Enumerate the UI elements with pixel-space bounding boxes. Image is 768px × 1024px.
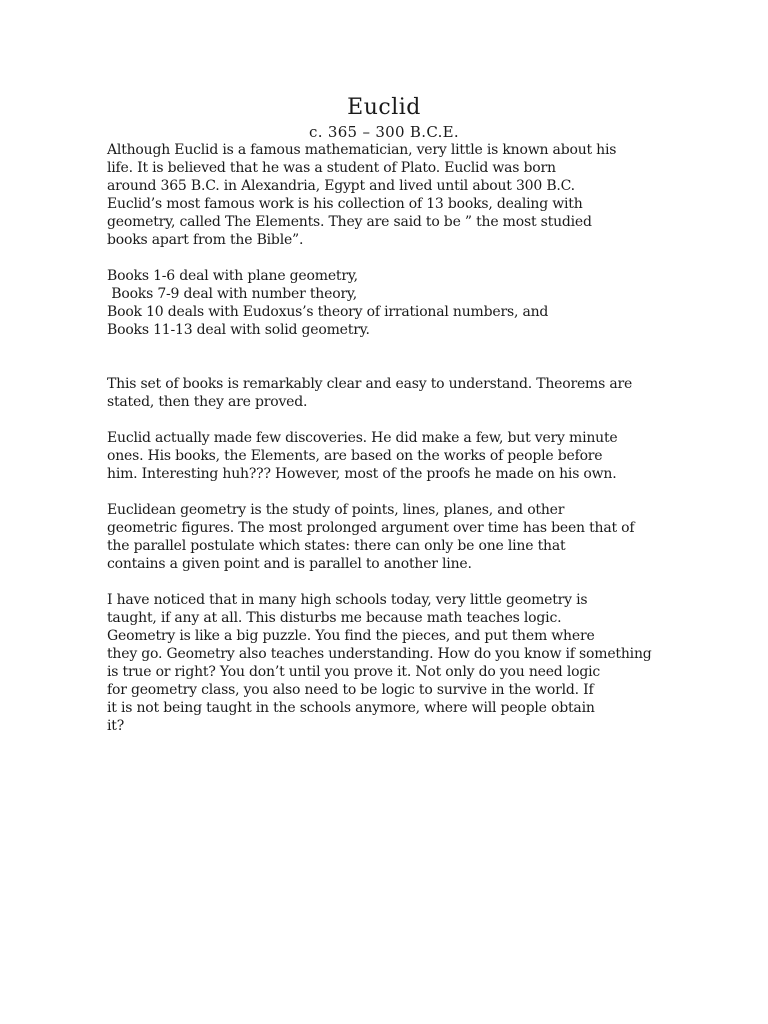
paragraph-euclidean-geometry <box>107 501 677 573</box>
paragraph-spacer <box>107 573 677 591</box>
text-line: is true or right? You don’t until you prove it. Not only do you need logic <box>107 664 601 680</box>
text-line: books apart from the Bible”. <box>107 232 304 248</box>
paragraph-books-list <box>107 267 677 339</box>
text-line: taught, if any at all. This disturbs me because math teaches logic. <box>107 610 562 626</box>
text-line: Although Euclid is a famous mathematician, very little is known about his <box>107 142 617 158</box>
text-line: ones. His books, the Elements, are based on the works of people before <box>107 448 603 464</box>
text-line: him. Interesting huh??? However, most of the proofs he made on his own. <box>107 466 617 482</box>
text-line: This set of books is remarkably clear and easy to understand. Theorems are <box>107 376 633 392</box>
text-line: Book 10 deals with Eudoxus’s theory of irrational numbers, and <box>107 304 549 320</box>
document-body <box>107 141 677 735</box>
paragraph-opinion <box>107 591 677 735</box>
text-line: the parallel postulate which states: there can only be one line that <box>107 538 566 554</box>
text-line: life. It is believed that he was a student of Plato. Euclid was born <box>107 160 556 176</box>
text-line: contains a given point and is parallel to another line. <box>107 556 472 572</box>
paragraph-spacer <box>107 249 677 267</box>
paragraph-spacer <box>107 339 677 375</box>
text-line: Euclidean geometry is the study of points, lines, planes, and other <box>107 502 565 518</box>
paragraph-spacer <box>107 411 677 429</box>
paragraph-discoveries <box>107 429 677 483</box>
text-line: they go. Geometry also teaches understanding. How do you know if something <box>107 646 652 662</box>
text-line: around 365 B.C. in Alexandria, Egypt and lived until about 300 B.C. <box>107 178 575 194</box>
text-line: Books 7-9 deal with number theory, <box>107 286 358 302</box>
text-line: Geometry is like a big puzzle. You find the pieces, and put them where <box>107 628 595 644</box>
text-line: it? <box>107 718 125 734</box>
paragraph-spacer <box>107 483 677 501</box>
document-subtitle: c. 365 – 300 B.C.E. <box>309 123 459 141</box>
text-line: geometric figures. The most prolonged argument over time has been that of <box>107 520 635 536</box>
text-line: for geometry class, you also need to be logic to survive in the world. If <box>107 682 594 698</box>
text-line: geometry, called The Elements. They are said to be ” the most studied <box>107 214 592 230</box>
text-line: stated, then they are proved. <box>107 394 308 410</box>
text-line: Euclid actually made few discoveries. He did make a few, but very minute <box>107 430 618 446</box>
text-line: I have noticed that in many high schools today, very little geometry is <box>107 592 588 608</box>
text-line: it is not being taught in the schools anymore, where will people obtain <box>107 700 595 716</box>
paragraph-intro <box>107 141 677 249</box>
text-line: Books 1-6 deal with plane geometry, <box>107 268 358 284</box>
text-line: Euclid’s most famous work is his collection of 13 books, dealing with <box>107 196 583 212</box>
text-line: Books 11-13 deal with solid geometry. <box>107 322 370 338</box>
paragraph-clarity <box>107 375 677 411</box>
document-title: Euclid <box>347 95 421 120</box>
